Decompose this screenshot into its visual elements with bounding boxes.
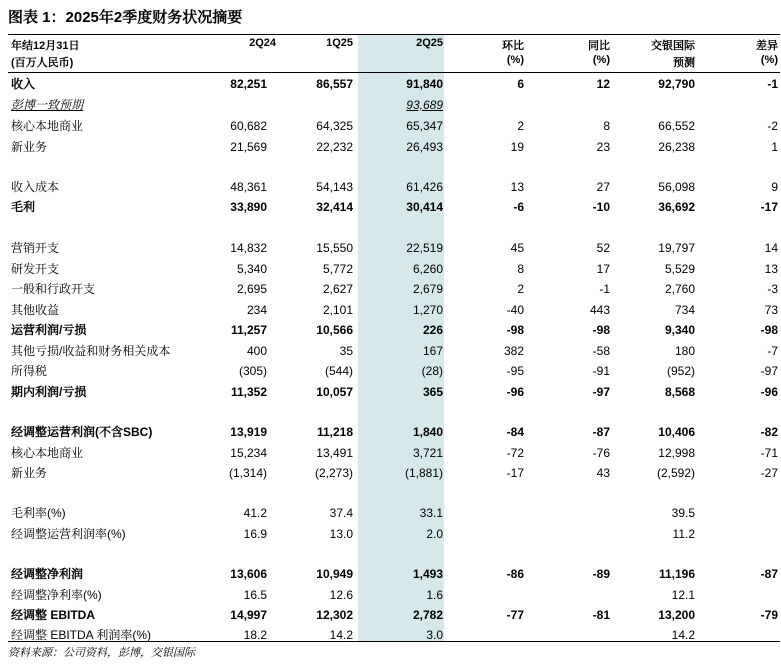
header-2q24: 2Q24: [249, 37, 276, 49]
cell-qoq: 2: [517, 119, 524, 133]
cell-diff: 14: [764, 241, 778, 255]
cell-2q24: 60,682: [230, 119, 267, 133]
cell-2q24: 21,569: [230, 140, 267, 154]
table-header: [8, 34, 780, 73]
table-row: [8, 361, 780, 381]
row-label: 核心本地商业: [11, 119, 84, 133]
header-yoy: 同比: [588, 40, 610, 52]
row-label: 新业务: [11, 140, 48, 154]
cell-1q25: 2,101: [322, 303, 353, 317]
cell-yoy: 443: [589, 303, 610, 317]
row-label: 经调整净利润: [11, 567, 84, 581]
cell-diff: 1: [771, 140, 778, 154]
cell-1q25: 54,143: [316, 180, 353, 194]
cell-1q25: 15,550: [316, 241, 353, 255]
row-label: 期内利润/亏损: [11, 385, 87, 399]
cell-diff: -98: [760, 323, 778, 337]
cell-forecast: 5,529: [664, 262, 695, 276]
table-row: [8, 300, 780, 320]
table-row: [8, 279, 780, 299]
cell-forecast: 39.5: [671, 506, 695, 520]
cell-2q24: 11,352: [230, 385, 267, 399]
row-label: 收入: [11, 77, 36, 91]
cell-2q24: 15,234: [230, 446, 267, 460]
table-row: [8, 197, 780, 217]
source-note: 资料来源：公司资料，彭博，交银国际: [8, 647, 195, 659]
cell-diff: -17: [760, 200, 778, 214]
cell-2q25: 2,679: [412, 282, 443, 296]
cell-1q25: 12,302: [316, 608, 353, 622]
cell-2q24: (305): [238, 364, 267, 378]
cell-2q25: 91,840: [406, 77, 443, 91]
cell-forecast: 13,200: [658, 608, 695, 622]
cell-qoq: 382: [503, 344, 524, 358]
cell-yoy: 27: [596, 180, 610, 194]
row-label: 经调整 EBITDA: [11, 608, 96, 622]
cell-diff: -71: [760, 446, 778, 460]
table-row: [8, 341, 780, 361]
cell-forecast: 56,098: [658, 180, 695, 194]
cell-1q25: 10,949: [316, 567, 353, 581]
table-row: [8, 422, 780, 442]
cell-yoy: -91: [592, 364, 610, 378]
table-row: [8, 137, 780, 157]
cell-1q25: 64,325: [316, 119, 353, 133]
cell-1q25: 12.6: [329, 588, 353, 602]
row-label: 一般和行政开支: [11, 282, 96, 296]
cell-yoy: -97: [592, 385, 610, 399]
cell-forecast: (952): [666, 364, 695, 378]
cell-1q25: 2,627: [322, 282, 353, 296]
cell-forecast: 14.2: [671, 628, 695, 642]
cell-2q24: 5,340: [236, 262, 267, 276]
cell-2q25: 6,260: [412, 262, 443, 276]
cell-yoy: 23: [596, 140, 610, 154]
table-row: [8, 177, 780, 197]
table-row: [8, 320, 780, 340]
cell-diff: -79: [760, 608, 778, 622]
cell-2q25: 1,270: [412, 303, 443, 317]
table-row: [8, 95, 780, 115]
cell-forecast: 9,340: [664, 323, 695, 337]
row-label: 经调整净利率(%): [11, 588, 102, 602]
cell-yoy: -98: [592, 323, 610, 337]
cell-2q24: 33,890: [230, 200, 267, 214]
cell-yoy: -81: [592, 608, 610, 622]
cell-1q25: 13,491: [316, 446, 353, 460]
cell-2q25: 226: [422, 323, 443, 337]
header-qoq-unit: (%): [506, 54, 524, 66]
cell-2q25: 1,840: [412, 425, 443, 439]
cell-yoy: 52: [596, 241, 610, 255]
bottom-rule: [8, 641, 780, 642]
cell-2q24: 16.5: [243, 588, 267, 602]
row-label: 运营利润/亏损: [11, 323, 87, 337]
cell-yoy: -10: [592, 200, 610, 214]
cell-yoy: 8: [603, 119, 610, 133]
cell-1q25: 35: [339, 344, 353, 358]
cell-qoq: -77: [506, 608, 524, 622]
cell-2q24: 400: [246, 344, 267, 358]
header-label-line2: (百万人民币): [11, 57, 74, 69]
cell-forecast: 11,196: [658, 567, 695, 581]
table-row: [8, 524, 780, 544]
cell-2q24: 82,251: [230, 77, 267, 91]
cell-forecast: 8,568: [664, 385, 695, 399]
row-label: 核心本地商业: [11, 446, 84, 460]
row-label: 毛利: [11, 200, 36, 214]
cell-1q25: (2,273): [314, 466, 353, 480]
header-diff-unit: (%): [760, 54, 778, 66]
cell-qoq: -96: [506, 385, 524, 399]
header-diff: 差异: [756, 40, 778, 52]
cell-qoq: 8: [517, 262, 524, 276]
cell-2q25: 3,721: [412, 446, 443, 460]
cell-yoy: 12: [596, 77, 610, 91]
cell-2q25: 93,689: [406, 98, 443, 112]
row-label: 毛利率(%): [11, 506, 66, 520]
cell-forecast: (2,592): [656, 466, 695, 480]
cell-1q25: 10,566: [316, 323, 353, 337]
cell-2q24: 18.2: [243, 628, 267, 642]
table-row: [8, 585, 780, 605]
cell-diff: -7: [767, 344, 778, 358]
cell-yoy: -58: [592, 344, 610, 358]
table-row: [8, 564, 780, 584]
cell-1q25: 32,414: [316, 200, 353, 214]
cell-2q24: (1,314): [228, 466, 267, 480]
cell-qoq: -17: [506, 466, 524, 480]
cell-diff: -82: [760, 425, 778, 439]
cell-2q25: 22,519: [406, 241, 443, 255]
cell-qoq: -6: [513, 200, 524, 214]
cell-forecast: 10,406: [658, 425, 695, 439]
cell-2q25: 61,426: [406, 180, 443, 194]
cell-qoq: 2: [517, 282, 524, 296]
cell-2q25: 33.1: [419, 506, 443, 520]
cell-forecast: 12,998: [658, 446, 695, 460]
row-label: 其他收益: [11, 303, 60, 317]
cell-qoq: -95: [506, 364, 524, 378]
cell-yoy: 17: [596, 262, 610, 276]
cell-qoq: 45: [510, 241, 524, 255]
row-label: 所得税: [11, 364, 48, 378]
row-label: 研发开支: [11, 262, 60, 276]
cell-2q25: 2,782: [412, 608, 443, 622]
cell-2q24: 14,832: [230, 241, 267, 255]
cell-forecast: 180: [674, 344, 695, 358]
header-2q25: 2Q25: [416, 37, 443, 49]
cell-2q24: 234: [246, 303, 267, 317]
cell-diff: 9: [771, 180, 778, 194]
cell-qoq: -86: [506, 567, 524, 581]
cell-qoq: 13: [510, 180, 524, 194]
cell-yoy: -1: [599, 282, 610, 296]
cell-2q25: 3.0: [426, 628, 443, 642]
cell-diff: -96: [760, 385, 778, 399]
cell-2q24: 13,606: [230, 567, 267, 581]
table-row: [8, 259, 780, 279]
cell-2q25: (1,881): [404, 466, 443, 480]
cell-diff: -97: [760, 364, 778, 378]
table-row: [8, 382, 780, 402]
cell-2q25: 167: [422, 344, 443, 358]
cell-1q25: (544): [324, 364, 353, 378]
table-row: [8, 238, 780, 258]
row-label: 新业务: [11, 466, 48, 480]
cell-2q24: 41.2: [243, 506, 267, 520]
cell-1q25: 13.0: [329, 527, 353, 541]
cell-2q24: 14,997: [230, 608, 267, 622]
cell-2q25: 1.6: [426, 588, 443, 602]
cell-forecast: 66,552: [658, 119, 695, 133]
cell-2q24: 2,695: [236, 282, 267, 296]
cell-1q25: 86,557: [316, 77, 353, 91]
cell-diff: -3: [767, 282, 778, 296]
cell-qoq: 19: [510, 140, 524, 154]
table-row: [8, 443, 780, 463]
cell-2q25: (28): [421, 364, 443, 378]
cell-qoq: -72: [506, 446, 524, 460]
table-row: [8, 74, 780, 94]
table-row: [8, 116, 780, 136]
cell-qoq: -84: [506, 425, 524, 439]
cell-qoq: -40: [506, 303, 524, 317]
cell-diff: 73: [764, 303, 778, 317]
cell-2q24: 16.9: [243, 527, 267, 541]
row-label: 经调整运营利润(不含SBC): [11, 425, 153, 439]
cell-2q25: 30,414: [406, 200, 443, 214]
cell-diff: -2: [767, 119, 778, 133]
cell-2q25: 1,493: [412, 567, 443, 581]
cell-1q25: 11,218: [316, 425, 353, 439]
cell-2q25: 26,493: [406, 140, 443, 154]
cell-1q25: 37.4: [329, 506, 353, 520]
cell-forecast: 26,238: [658, 140, 695, 154]
cell-qoq: 6: [517, 77, 524, 91]
cell-1q25: 14.2: [329, 628, 353, 642]
header-yoy-unit: (%): [592, 54, 610, 66]
cell-yoy: -76: [592, 446, 610, 460]
header-qoq: 环比: [502, 40, 524, 52]
row-label: 其他亏损/收益和财务相关成本: [11, 344, 171, 358]
table-row: [8, 605, 780, 625]
cell-2q25: 65,347: [406, 119, 443, 133]
cell-diff: 13: [764, 262, 778, 276]
cell-2q25: 2.0: [426, 527, 443, 541]
cell-2q25: 365: [422, 385, 443, 399]
cell-2q24: 48,361: [230, 180, 267, 194]
table-row: [8, 503, 780, 523]
cell-forecast: 734: [674, 303, 695, 317]
cell-1q25: 22,232: [316, 140, 353, 154]
row-label: 彭博一致预期: [11, 98, 84, 112]
cell-1q25: 10,057: [316, 385, 353, 399]
row-label: 经调整 EBITDA 利润率(%): [11, 628, 152, 642]
header-label-line1: 年结12月31日: [11, 40, 80, 52]
header-forecast: 交银国际: [651, 40, 695, 52]
row-label: 营销开支: [11, 241, 60, 255]
cell-forecast: 12.1: [671, 588, 695, 602]
cell-qoq: -98: [506, 323, 524, 337]
header-forecast-line2: 预测: [673, 57, 695, 69]
cell-diff: -1: [767, 77, 778, 91]
cell-forecast: 92,790: [658, 77, 695, 91]
cell-diff: -27: [760, 466, 778, 480]
table-row: [8, 625, 780, 645]
cell-1q25: 5,772: [322, 262, 353, 276]
cell-diff: -87: [760, 567, 778, 581]
cell-2q24: 13,919: [230, 425, 267, 439]
cell-forecast: 11.2: [672, 527, 695, 541]
cell-2q24: 11,257: [230, 323, 267, 337]
table-row: [8, 463, 780, 483]
cell-yoy: -89: [592, 567, 610, 581]
cell-yoy: 43: [596, 466, 610, 480]
row-label: 收入成本: [11, 180, 60, 194]
figure-title: 图表 1：2025年2季度财务状况摘要: [8, 9, 243, 26]
cell-forecast: 19,797: [658, 241, 695, 255]
header-1q25: 1Q25: [326, 37, 353, 49]
cell-forecast: 2,760: [664, 282, 695, 296]
cell-forecast: 36,692: [658, 200, 695, 214]
cell-yoy: -87: [592, 425, 610, 439]
row-label: 经调整运营利润率(%): [11, 527, 126, 541]
